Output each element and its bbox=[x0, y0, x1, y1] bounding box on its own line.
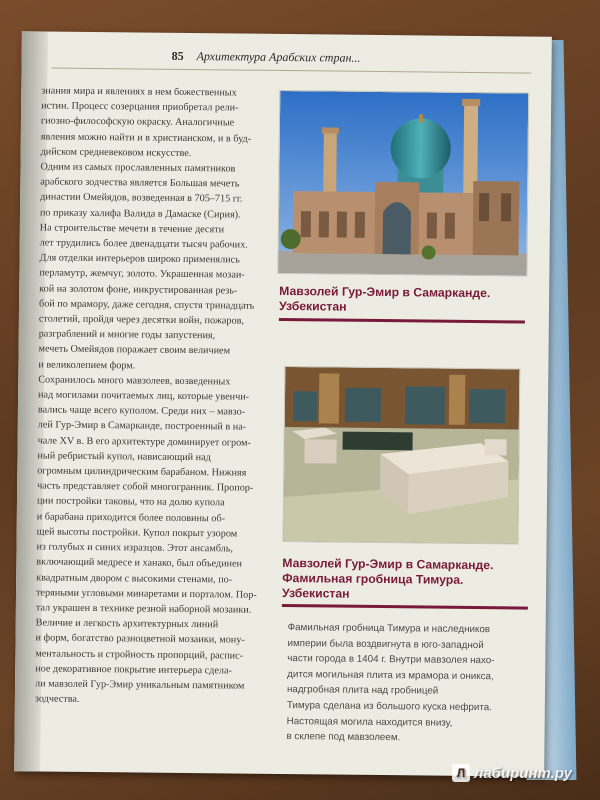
body-text-line: Сохранилось много мавзолеев, возведенных bbox=[38, 374, 231, 388]
body-text-line: и форм, богатство разноцветной мозаики, мону- bbox=[35, 632, 245, 646]
tomb-interior-illustration bbox=[284, 367, 520, 543]
body-text-line: явления можно найти и в христианском, и в буд- bbox=[40, 131, 252, 145]
figure-1-caption-line: Мавзолей Гур-Эмир в Самарканде. bbox=[279, 283, 491, 301]
description-line: дится могильная плита из мрамора и оникса, bbox=[287, 668, 494, 683]
figure-1-caption bbox=[279, 284, 525, 317]
body-text-line: кой на золотом фоне, инкрустированная резь- bbox=[39, 283, 238, 297]
body-text-line: чале XV в. В его архитектуре доминирует огром- bbox=[37, 435, 251, 449]
tomb-interior-photo bbox=[283, 366, 521, 544]
figure-1-caption-line: Узбекистан bbox=[278, 298, 347, 314]
body-text-line: по приказу халифа Валида в Дамаске (Сирия). bbox=[39, 207, 241, 221]
body-text-line: из голубых и синих изразцов. Этот ансамбль, bbox=[36, 541, 234, 555]
description-line: Тимура сделана из большого куска нефрита. bbox=[286, 700, 492, 714]
watermark bbox=[452, 764, 572, 782]
description-line: Фамильная гробница Тимура и наследников bbox=[287, 622, 491, 636]
body-text-line: Величие и легкость архитектурных линий bbox=[35, 617, 219, 631]
body-text-line: Одним из самых прославленных памятников bbox=[40, 161, 236, 175]
body-text-line: столетий, пройдя через десятки войн, пожаров, bbox=[38, 313, 245, 327]
body-text-line: перламутр, жемчуг, золото. Украшенная мозаи- bbox=[39, 267, 245, 282]
body-text-line: дийском средневековом искусстве. bbox=[40, 146, 192, 159]
figure-2-caption-rule bbox=[282, 604, 528, 610]
body-text-line: и великолепием форм. bbox=[38, 359, 136, 372]
body-text-line: щей высоты постройки. Купол покрыт узором bbox=[36, 526, 238, 540]
body-text-line: ное декоративное покрытие интерьера сдела- bbox=[35, 663, 232, 677]
body-text-line: знания мира и явлениях в нем божественных bbox=[41, 85, 237, 99]
body-text-line: Для отделки интерьеров широко применялись bbox=[39, 252, 240, 266]
body-text-line: истин. Процесс созерцания приобретал рели- bbox=[41, 100, 239, 114]
body-text-line: над могилами почитаемых лиц, которые увенчи- bbox=[38, 389, 250, 403]
description-line: Настоящая могила находится внизу, bbox=[286, 715, 453, 729]
figure-2-description bbox=[286, 620, 519, 747]
body-text-line: мечеть Омейядов поражает своим величием bbox=[38, 343, 231, 357]
header-rule bbox=[51, 68, 531, 74]
book-page bbox=[14, 31, 552, 777]
watermark-text: лабиринт.ру bbox=[474, 764, 572, 782]
description-line: в склепе под мавзолеем. bbox=[286, 731, 401, 744]
body-text-line: вались чаще всего куполом. Среди них – мавзо- bbox=[37, 404, 246, 418]
body-text-line: лет трудились более двенадцати тысяч рабочих. bbox=[39, 237, 248, 251]
body-text-line: квадратным двором с высокими стенами, по- bbox=[36, 571, 233, 585]
figure-2-caption-line: Фамильная гробница Тимура. bbox=[282, 571, 464, 587]
body-text-line: ции постройки таковы, что на долю купола bbox=[36, 495, 225, 509]
body-text-line: разграблений и многие годы запустения, bbox=[38, 328, 216, 342]
body-text-line: бой по мрамору, даже сегодня, спустя тринадцать bbox=[38, 298, 255, 312]
mausoleum-exterior-photo bbox=[277, 90, 529, 277]
running-header bbox=[172, 49, 532, 68]
body-text-line: включающий медресе и ханако, был объединен bbox=[36, 556, 243, 570]
body-text-line: лей Гур-Эмир в Самарканде, построенный в на- bbox=[37, 419, 247, 434]
body-text-line: огромным цилиндрическим барабаном. Нижняя bbox=[37, 465, 247, 479]
figure-2-caption-line: Мавзолей Гур-Эмир в Самарканде. bbox=[282, 556, 494, 573]
labirint-logo-icon: Л bbox=[452, 764, 470, 782]
body-text-line: тал украшен в технике резной наборной мозаики. bbox=[35, 602, 252, 616]
figure-1-caption-rule bbox=[279, 318, 525, 324]
description-line: империи была воздвигнута в юго-западной bbox=[287, 637, 484, 651]
figure-2-caption-line: Узбекистан bbox=[281, 586, 350, 601]
body-text-line: ментальность и стройность пропорций, распис- bbox=[35, 647, 244, 662]
body-text-line: династии Омейядов, возведенная в 705–715 гг. bbox=[40, 191, 243, 205]
body-text-line: и барабана приходится более половины об- bbox=[36, 511, 226, 525]
figure-2-caption bbox=[282, 556, 528, 604]
main-text-column bbox=[35, 83, 288, 709]
description-line: надгробная плита над гробницей bbox=[286, 684, 439, 698]
body-text-line: ный ребристый купол, нависающий над bbox=[37, 450, 211, 464]
body-text-line: зодчества. bbox=[34, 693, 80, 706]
body-text-line: часть представляет собой многогранник. Пропор- bbox=[37, 480, 254, 494]
body-text-line: теряными угловыми минаретами и порталом. Пор- bbox=[35, 587, 257, 601]
running-title: Архитектура Арабских стран... bbox=[196, 49, 361, 65]
body-text-line: На строительстве мечети в течение десяти bbox=[39, 222, 225, 236]
body-text-line: арабского зодчества является Большая мечеть bbox=[40, 176, 240, 190]
body-text-line: ли мавзолей Гур-Эмир уникальным памятником bbox=[34, 678, 245, 692]
body-text-line: гиозно-философскую окраску. Аналогичные bbox=[40, 115, 235, 129]
page-number: 85 bbox=[171, 48, 184, 63]
mausoleum-exterior-illustration bbox=[278, 91, 528, 276]
description-line: части города в 1404 г. Внутри мавзолея нахо- bbox=[287, 653, 495, 667]
